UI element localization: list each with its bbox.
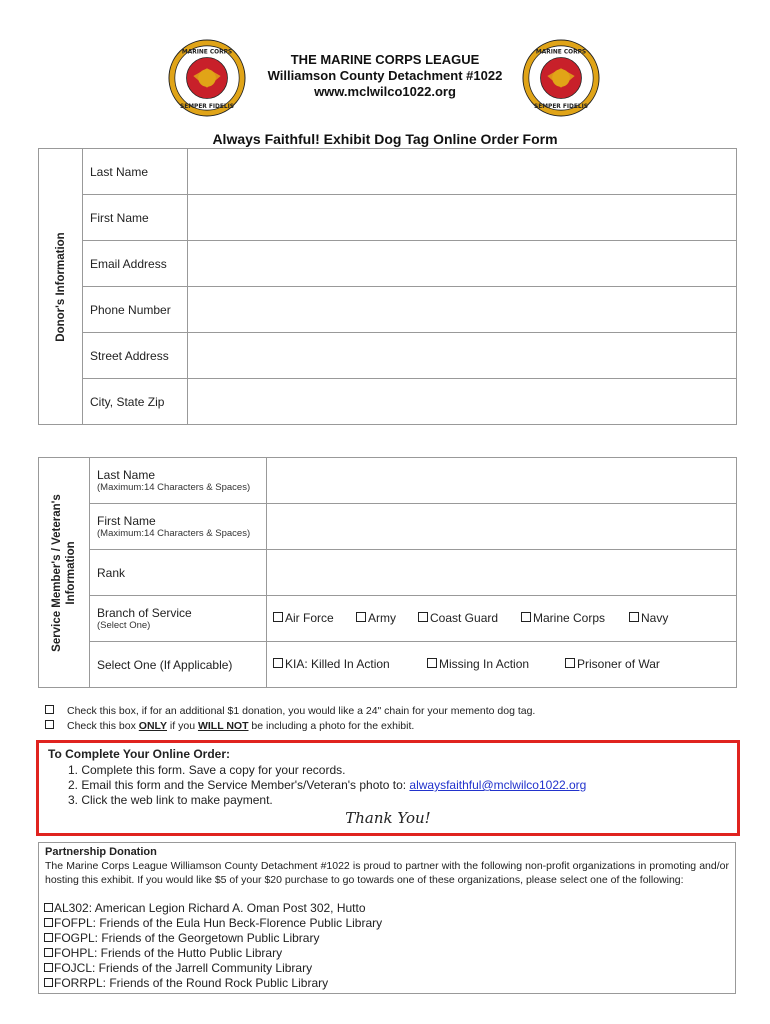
partnership-title: Partnership Donation <box>45 846 157 858</box>
branch-air-force-checkbox[interactable]: Air Force <box>273 611 334 625</box>
svg-text:SEMPER FIDELIS: SEMPER FIDELIS <box>180 104 234 111</box>
order-instructions-box <box>36 740 740 836</box>
donor-first-name-label: First Name <box>83 195 188 241</box>
checkbox-icon <box>44 978 53 987</box>
checkbox-icon <box>44 933 53 942</box>
checkbox-icon <box>629 612 639 622</box>
branch-army-checkbox[interactable]: Army <box>356 611 396 625</box>
checkbox-icon <box>521 612 531 622</box>
detachment-name: Williamson County Detachment #1022 <box>267 68 503 83</box>
partnership-box <box>38 842 736 994</box>
donor-table <box>38 148 737 425</box>
svg-text:MARINE CORPS: MARINE CORPS <box>181 49 233 56</box>
partner-option[interactable]: FOJCL: Friends of the Jarrell Community Library <box>44 961 312 975</box>
partner-option[interactable]: FOFPL: Friends of the Eula Hun Beck-Florence Public Library <box>44 916 382 930</box>
veteran-rank-label: Rank <box>90 550 267 596</box>
donor-city-field[interactable] <box>188 379 737 425</box>
donor-section-label: Donor's Information <box>39 149 83 425</box>
order-step-2: 2. Email this form and the Service Member's/Veteran's photo to: alwaysfaithful@mclwilco1022.org <box>68 778 587 792</box>
svg-text:MARINE CORPS: MARINE CORPS <box>535 49 587 56</box>
checkbox-icon <box>273 612 283 622</box>
branch-marine-corps-checkbox[interactable]: Marine Corps <box>521 611 605 625</box>
status-pow-checkbox[interactable]: Prisoner of War <box>565 657 660 671</box>
veteran-last-name-field[interactable] <box>267 458 737 504</box>
partnership-text: The Marine Corps League Williamson County Detachment #1022 is proud to partner with the following non-profit organizations in promoting and/or hosting this exhibit. If you would like $5 of your $20 purchase to go towards one of these organizations, please select one of the following: <box>45 860 729 886</box>
branch-coast-guard-checkbox[interactable]: Coast Guard <box>418 611 498 625</box>
branch-navy-checkbox[interactable]: Navy <box>629 611 668 625</box>
donor-email-field[interactable] <box>188 241 737 287</box>
org-name: THE MARINE CORPS LEAGUE <box>290 52 480 67</box>
checkbox-icon <box>45 705 54 714</box>
veteran-first-name-field[interactable] <box>267 504 737 550</box>
email-link[interactable]: alwaysfaithful@mclwilco1022.org <box>409 778 587 792</box>
chain-checkbox-line[interactable]: Check this box, if for an additional $1 donation, you would like a 24" chain for your memento dog tag. <box>45 705 535 717</box>
donor-city-label: City, State Zip <box>83 379 188 425</box>
donor-street-label: Street Address <box>83 333 188 379</box>
website: www.mclwilco1022.org <box>314 84 456 99</box>
donor-first-name-field[interactable] <box>188 195 737 241</box>
partner-option[interactable]: FORRPL: Friends of the Round Rock Public Library <box>44 976 328 990</box>
checkbox-icon <box>44 948 53 957</box>
form-title: Always Faithful! Exhibit Dog Tag Online Order Form <box>212 131 558 147</box>
checkbox-icon <box>427 658 437 668</box>
status-options <box>267 642 737 688</box>
veteran-table <box>38 457 737 688</box>
partner-option[interactable]: FOGPL: Friends of the Georgetown Public Library <box>44 931 319 945</box>
veteran-last-name-label: Last Name (Maximum:14 Characters & Spaces) <box>90 458 267 504</box>
checkbox-icon <box>565 658 575 668</box>
branch-options <box>267 596 737 642</box>
veteran-section-label: Service Member's / Veteran's Information <box>39 458 90 688</box>
donor-phone-label: Phone Number <box>83 287 188 333</box>
donor-last-name-label: Last Name <box>83 149 188 195</box>
checkbox-icon <box>45 720 54 729</box>
order-step-1: 1. Complete this form. Save a copy for your records. <box>68 763 346 777</box>
no-photo-checkbox-line[interactable]: Check this box ONLY if you WILL NOT be including a photo for the exhibit. <box>45 720 414 732</box>
checkbox-icon <box>356 612 366 622</box>
partner-option[interactable]: AL302: American Legion Richard A. Oman Post 302, Hutto <box>44 901 366 915</box>
donor-email-label: Email Address <box>83 241 188 287</box>
status-label: Select One (If Applicable) <box>90 642 267 688</box>
branch-label: Branch of Service (Select One) <box>90 596 267 642</box>
donor-phone-field[interactable] <box>188 287 737 333</box>
status-mia-checkbox[interactable]: Missing In Action <box>427 657 529 671</box>
checkbox-icon <box>44 963 53 972</box>
thank-you: Thank You! <box>345 809 431 827</box>
status-kia-checkbox[interactable]: KIA: Killed In Action <box>273 657 390 671</box>
donor-last-name-field[interactable] <box>188 149 737 195</box>
order-title: To Complete Your Online Order: <box>48 747 231 761</box>
checkbox-icon <box>44 903 53 912</box>
donor-street-field[interactable] <box>188 333 737 379</box>
checkbox-icon <box>418 612 428 622</box>
veteran-first-name-label: First Name (Maximum:14 Characters & Spaces) <box>90 504 267 550</box>
checkbox-icon <box>44 918 53 927</box>
header-block <box>200 52 570 100</box>
order-step-3: 3. Click the web link to make payment. <box>68 793 273 807</box>
checkbox-icon <box>273 658 283 668</box>
veteran-rank-field[interactable] <box>267 550 737 596</box>
svg-text:SEMPER FIDELIS: SEMPER FIDELIS <box>534 104 588 111</box>
partner-option[interactable]: FOHPL: Friends of the Hutto Public Library <box>44 946 282 960</box>
